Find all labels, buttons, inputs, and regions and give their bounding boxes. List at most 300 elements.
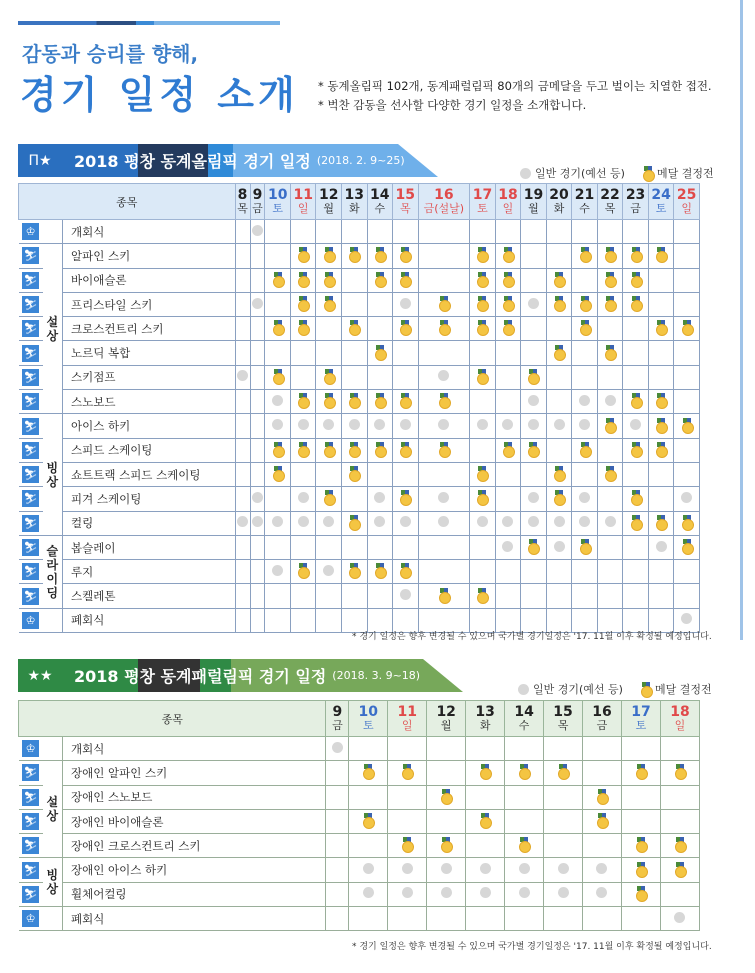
medal-icon — [349, 515, 359, 529]
schedule-cell — [660, 809, 699, 833]
medal-icon — [643, 166, 653, 180]
sport-icon: ⛷ — [19, 390, 43, 414]
schedule-cell — [290, 268, 316, 292]
schedule-cell — [623, 511, 649, 535]
medal-icon — [402, 837, 412, 851]
sport-name: 스피드 스케이팅 — [63, 438, 236, 462]
schedule-cell — [546, 317, 572, 341]
medal-icon — [656, 247, 666, 261]
table-row — [19, 785, 700, 809]
legend-medal-label: 메달 결정전 — [656, 167, 714, 180]
schedule-cell — [521, 317, 547, 341]
grey-dot-icon — [528, 419, 539, 430]
schedule-cell — [623, 365, 649, 389]
schedule-cell — [393, 220, 419, 244]
schedule-cell — [623, 584, 649, 608]
sport-icon: ♔ — [19, 737, 43, 761]
sport-name: 개회식 — [63, 737, 326, 761]
sport-icon: ⛷ — [19, 487, 43, 511]
grey-dot-icon — [374, 516, 385, 527]
sport-name: 알파인 스키 — [63, 244, 236, 268]
table-row — [19, 268, 700, 292]
medal-icon — [477, 320, 487, 334]
medal-icon — [439, 393, 449, 407]
schedule-cell — [521, 268, 547, 292]
schedule-cell — [546, 292, 572, 316]
schedule-cell — [326, 882, 349, 906]
schedule-cell — [418, 317, 470, 341]
schedule-cell — [648, 317, 674, 341]
schedule-cell — [495, 365, 521, 389]
schedule-cell — [660, 761, 699, 785]
schedule-cell — [572, 584, 598, 608]
schedule-cell — [583, 809, 622, 833]
medal-icon — [682, 539, 692, 553]
table-row — [19, 341, 700, 365]
schedule-cell — [235, 584, 250, 608]
medal-icon — [298, 393, 308, 407]
page-edge-line — [740, 0, 743, 640]
schedule-cell — [495, 414, 521, 438]
table-row — [19, 907, 700, 931]
schedule-cell — [349, 785, 388, 809]
column-header-day: 20 화 — [546, 184, 572, 220]
schedule-cell — [674, 220, 700, 244]
category-label: 설 상 — [43, 244, 63, 414]
medal-icon — [554, 345, 564, 359]
sport-name: 스키점프 — [63, 365, 236, 389]
medal-icon — [656, 393, 666, 407]
grey-dot-icon — [323, 419, 334, 430]
schedule-cell — [648, 268, 674, 292]
schedule-cell — [521, 438, 547, 462]
schedule-cell — [572, 414, 598, 438]
grey-dot-icon — [363, 863, 374, 874]
column-header-day: 9 금 — [250, 184, 265, 220]
schedule-cell — [427, 809, 466, 833]
schedule-cell — [235, 317, 250, 341]
column-header-day: 12 월 — [427, 701, 466, 737]
schedule-cell — [316, 487, 342, 511]
sport-name: 장애인 스노보드 — [63, 785, 326, 809]
schedule-cell — [505, 785, 544, 809]
schedule-cell — [427, 737, 466, 761]
grey-dot-icon — [528, 395, 539, 406]
medal-icon — [631, 272, 641, 286]
medal-icon — [349, 247, 359, 261]
schedule-cell — [660, 907, 699, 931]
schedule-cell — [505, 809, 544, 833]
schedule-cell — [660, 785, 699, 809]
schedule-cell — [544, 834, 583, 858]
medal-icon — [400, 393, 410, 407]
table-row — [19, 535, 700, 559]
medal-icon — [441, 789, 451, 803]
column-header-day: 11 일 — [388, 701, 427, 737]
grey-dot-icon — [272, 419, 283, 430]
schedule-cell — [546, 584, 572, 608]
schedule-cell — [367, 438, 393, 462]
schedule-cell — [418, 292, 470, 316]
grey-dot-icon — [441, 887, 452, 898]
schedule-cell — [466, 737, 505, 761]
schedule-cell — [316, 220, 342, 244]
grey-dot-icon — [558, 863, 569, 874]
sport-icon: ⛷ — [19, 438, 43, 462]
medal-icon — [605, 466, 615, 480]
schedule-cell — [326, 858, 349, 882]
schedule-cell — [393, 317, 419, 341]
medal-icon — [273, 369, 283, 383]
schedule-cell — [572, 390, 598, 414]
paralympic-banner — [18, 659, 463, 692]
column-header-day: 10 토 — [349, 701, 388, 737]
schedule-cell — [470, 268, 496, 292]
schedule-cell — [660, 737, 699, 761]
schedule-cell — [572, 365, 598, 389]
schedule-cell — [250, 390, 265, 414]
column-header-day: 14 수 — [367, 184, 393, 220]
grey-dot-icon — [400, 298, 411, 309]
grey-dot-icon — [528, 298, 539, 309]
medal-icon — [324, 272, 334, 286]
medal-icon — [439, 296, 449, 310]
medal-icon — [503, 272, 513, 286]
grey-dot-icon — [441, 863, 452, 874]
schedule-cell — [290, 317, 316, 341]
medal-icon — [439, 442, 449, 456]
schedule-cell — [418, 438, 470, 462]
grey-dot-icon — [252, 516, 263, 527]
legend-normal-label: 일반 경기(예선 등) — [535, 167, 625, 180]
medal-icon — [580, 320, 590, 334]
medal-icon — [682, 320, 692, 334]
grey-dot-icon — [237, 516, 248, 527]
medal-icon — [324, 393, 334, 407]
grey-dot-icon — [323, 565, 334, 576]
table-row — [19, 560, 700, 584]
schedule-cell — [597, 365, 623, 389]
schedule-cell — [495, 390, 521, 414]
schedule-cell — [470, 244, 496, 268]
schedule-cell — [367, 487, 393, 511]
grey-dot-icon — [579, 419, 590, 430]
schedule-cell — [495, 487, 521, 511]
schedule-cell — [546, 220, 572, 244]
medal-icon — [480, 813, 490, 827]
grey-dot-icon — [272, 516, 283, 527]
column-header-day: 14 수 — [505, 701, 544, 737]
medal-icon — [400, 272, 410, 286]
schedule-cell — [505, 858, 544, 882]
olympic-footnote: * 경기 일정은 향후 변경될 수 있으며 국가별 경기일정은 '17. 11월 이후 확정될 예정입니다. — [352, 632, 712, 642]
grey-dot-icon — [480, 863, 491, 874]
schedule-cell — [342, 292, 368, 316]
schedule-cell — [470, 584, 496, 608]
sport-name: 크로스컨트리 스키 — [63, 317, 236, 341]
schedule-cell — [546, 487, 572, 511]
column-header-day: 25 일 — [674, 184, 700, 220]
schedule-cell — [235, 487, 250, 511]
medal-icon — [656, 442, 666, 456]
schedule-cell — [316, 608, 342, 632]
schedule-cell — [546, 560, 572, 584]
schedule-cell — [418, 487, 470, 511]
schedule-cell — [265, 365, 291, 389]
schedule-cell — [583, 785, 622, 809]
schedule-cell — [326, 785, 349, 809]
grey-dot-icon — [528, 516, 539, 527]
grey-dot-icon — [298, 419, 309, 430]
column-header-day: 24 토 — [648, 184, 674, 220]
schedule-cell — [342, 462, 368, 486]
column-header-day: 13 화 — [466, 701, 505, 737]
grey-dot-icon — [681, 613, 692, 624]
grey-dot-icon — [400, 589, 411, 600]
medal-icon — [580, 296, 590, 310]
schedule-cell — [367, 560, 393, 584]
schedule-cell — [367, 584, 393, 608]
schedule-cell — [342, 584, 368, 608]
sport-name: 개회식 — [63, 220, 236, 244]
schedule-cell — [388, 834, 427, 858]
schedule-cell — [316, 462, 342, 486]
schedule-cell — [427, 882, 466, 906]
intro-note: * 벅찬 감동을 선사할 다양한 경기 일정을 소개합니다. — [318, 98, 587, 112]
table-row — [19, 292, 700, 316]
medal-icon — [477, 588, 487, 602]
grey-dot-icon — [605, 395, 616, 406]
medal-icon — [273, 272, 283, 286]
schedule-cell — [250, 220, 265, 244]
table-row — [19, 584, 700, 608]
schedule-cell — [290, 608, 316, 632]
schedule-cell — [265, 608, 291, 632]
schedule-cell — [250, 365, 265, 389]
grey-dot-icon — [252, 225, 263, 236]
schedule-cell — [265, 244, 291, 268]
schedule-cell — [621, 834, 660, 858]
olympic-title: 2018 평창 동계올림픽 경기 일정 — [74, 152, 311, 171]
schedule-cell — [316, 317, 342, 341]
schedule-cell — [290, 390, 316, 414]
schedule-cell — [265, 535, 291, 559]
schedule-cell — [290, 560, 316, 584]
olympic-logo-icon: Π★ — [28, 152, 52, 169]
grey-dot-icon — [298, 516, 309, 527]
grey-dot-icon — [323, 516, 334, 527]
schedule-cell — [660, 834, 699, 858]
medal-icon — [298, 320, 308, 334]
olympic-dates: (2018. 2. 9~25) — [316, 154, 405, 167]
schedule-cell — [546, 414, 572, 438]
schedule-cell — [546, 268, 572, 292]
schedule-cell — [290, 341, 316, 365]
schedule-cell — [597, 317, 623, 341]
schedule-cell — [674, 390, 700, 414]
schedule-cell — [265, 560, 291, 584]
schedule-cell — [572, 462, 598, 486]
schedule-cell — [470, 414, 496, 438]
decorative-top-bar — [18, 21, 280, 25]
grey-dot-icon — [554, 419, 565, 430]
column-header-sport: 종목 — [19, 701, 326, 737]
schedule-cell — [621, 785, 660, 809]
schedule-cell — [265, 487, 291, 511]
paralympic-dates: (2018. 3. 9~18) — [332, 669, 421, 682]
schedule-cell — [505, 761, 544, 785]
medal-icon — [441, 837, 451, 851]
schedule-cell — [597, 244, 623, 268]
schedule-cell — [597, 511, 623, 535]
schedule-cell — [235, 390, 250, 414]
medal-icon — [605, 247, 615, 261]
schedule-cell — [470, 560, 496, 584]
schedule-cell — [544, 785, 583, 809]
table-row — [19, 737, 700, 761]
schedule-cell — [250, 487, 265, 511]
schedule-cell — [393, 244, 419, 268]
column-header-day: 18 일 — [495, 184, 521, 220]
schedule-cell — [495, 560, 521, 584]
schedule-cell — [342, 487, 368, 511]
column-header-day: 13 화 — [342, 184, 368, 220]
page-title: 경기 일정 소개 — [20, 73, 299, 117]
sport-icon: ⛷ — [19, 785, 43, 809]
schedule-cell — [316, 292, 342, 316]
sport-icon: ⛷ — [19, 858, 43, 882]
schedule-cell — [521, 341, 547, 365]
schedule-cell — [326, 737, 349, 761]
schedule-cell — [367, 414, 393, 438]
schedule-cell — [250, 292, 265, 316]
schedule-cell — [349, 858, 388, 882]
schedule-cell — [466, 761, 505, 785]
medal-icon — [298, 442, 308, 456]
grey-dot-icon — [349, 419, 360, 430]
schedule-cell — [349, 761, 388, 785]
schedule-cell — [674, 511, 700, 535]
schedule-cell — [521, 560, 547, 584]
schedule-cell — [648, 560, 674, 584]
sport-icon: ⛷ — [19, 317, 43, 341]
olympic-banner — [18, 144, 438, 177]
grey-dot-icon — [502, 516, 513, 527]
schedule-cell — [674, 584, 700, 608]
schedule-cell — [521, 487, 547, 511]
schedule-cell — [583, 907, 622, 931]
schedule-cell — [367, 317, 393, 341]
grey-dot-icon — [554, 541, 565, 552]
schedule-cell — [342, 560, 368, 584]
schedule-cell — [648, 535, 674, 559]
medal-icon — [580, 247, 590, 261]
schedule-cell — [648, 292, 674, 316]
schedule-cell — [393, 268, 419, 292]
schedule-cell — [495, 341, 521, 365]
medal-icon — [477, 272, 487, 286]
schedule-cell — [290, 220, 316, 244]
sport-name: 장애인 바이애슬론 — [63, 809, 326, 833]
medal-icon — [580, 539, 590, 553]
schedule-cell — [623, 438, 649, 462]
schedule-cell — [648, 462, 674, 486]
schedule-cell — [290, 584, 316, 608]
medal-icon — [636, 837, 646, 851]
sport-icon: ⛷ — [19, 462, 43, 486]
schedule-cell — [648, 487, 674, 511]
table-row — [19, 834, 700, 858]
column-header-day: 16 금 — [583, 701, 622, 737]
schedule-cell — [495, 462, 521, 486]
sport-icon: ⛷ — [19, 268, 43, 292]
medal-icon — [675, 837, 685, 851]
column-header-day: 18 일 — [660, 701, 699, 737]
medal-icon — [580, 442, 590, 456]
schedule-cell — [418, 414, 470, 438]
column-header-day: 15 목 — [393, 184, 419, 220]
grey-dot-icon — [656, 541, 667, 552]
schedule-cell — [648, 220, 674, 244]
grey-dot-icon — [518, 684, 529, 695]
grey-dot-icon — [596, 863, 607, 874]
medal-icon — [477, 490, 487, 504]
schedule-cell — [544, 882, 583, 906]
schedule-cell — [367, 268, 393, 292]
paralympic-footnote: * 경기 일정은 향후 변경될 수 있으며 국가별 경기일정은 '17. 11월 이후 확정될 예정입니다. — [352, 942, 712, 952]
schedule-cell — [546, 511, 572, 535]
schedule-cell — [674, 438, 700, 462]
grey-dot-icon — [332, 742, 343, 753]
medal-icon — [349, 466, 359, 480]
medal-icon — [363, 764, 373, 778]
table-row — [19, 414, 700, 438]
schedule-cell — [623, 220, 649, 244]
medal-icon — [324, 296, 334, 310]
schedule-cell — [621, 809, 660, 833]
sport-name: 장애인 크로스컨트리 스키 — [63, 834, 326, 858]
schedule-cell — [583, 737, 622, 761]
schedule-cell — [342, 341, 368, 365]
medal-icon — [363, 813, 373, 827]
schedule-cell — [546, 438, 572, 462]
schedule-cell — [418, 535, 470, 559]
column-header-day: 12 월 — [316, 184, 342, 220]
table-row — [19, 761, 700, 785]
grey-dot-icon — [477, 419, 488, 430]
schedule-cell — [674, 462, 700, 486]
schedule-cell — [326, 761, 349, 785]
schedule-cell — [648, 511, 674, 535]
schedule-cell — [235, 244, 250, 268]
medal-icon — [349, 442, 359, 456]
schedule-cell — [427, 858, 466, 882]
schedule-cell — [235, 438, 250, 462]
schedule-cell — [648, 438, 674, 462]
schedule-cell — [250, 511, 265, 535]
medal-icon — [528, 539, 538, 553]
schedule-cell — [470, 317, 496, 341]
medal-icon — [631, 247, 641, 261]
schedule-cell — [495, 220, 521, 244]
medal-icon — [400, 320, 410, 334]
medal-icon — [554, 296, 564, 310]
medal-icon — [477, 247, 487, 261]
grey-dot-icon — [438, 516, 449, 527]
schedule-cell — [674, 292, 700, 316]
schedule-cell — [393, 341, 419, 365]
schedule-cell — [505, 834, 544, 858]
